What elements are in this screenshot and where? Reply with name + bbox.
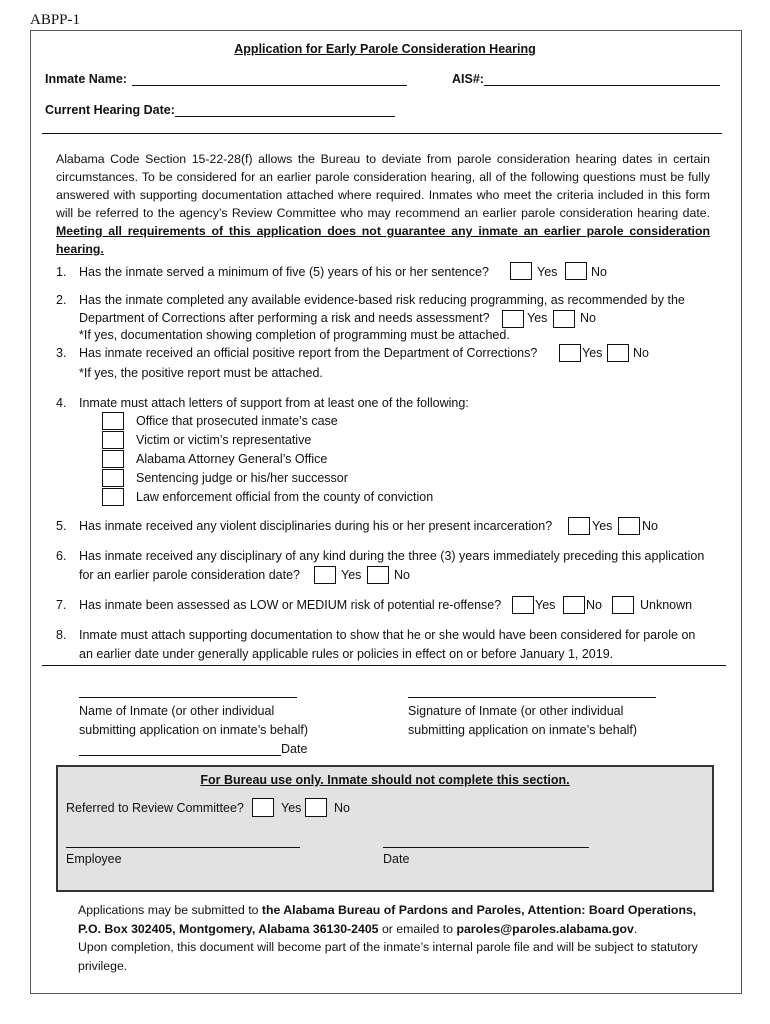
date-line[interactable]: [79, 755, 281, 756]
q3-yes-checkbox[interactable]: [559, 344, 581, 362]
name-label-line2: submitting application on inmate’s behalf): [79, 723, 309, 737]
q3-no-label: No: [633, 346, 649, 360]
q1-text: Has the inmate served a minimum of five (5) years of his or her sentence?: [79, 265, 489, 279]
intro-paragraph: [56, 150, 710, 258]
q6-line1: Has inmate received any disciplinary of any kind during the three (3) years immediately preceding this application: [79, 549, 705, 563]
q4-option-prosecutor: Office that prosecuted inmate’s case: [136, 414, 338, 428]
q3-text: Has inmate received an official positive report from the Department of Corrections?: [79, 346, 538, 360]
header-divider: [42, 133, 722, 134]
q7-no-checkbox[interactable]: [563, 596, 585, 614]
referred-yes-label: Yes: [281, 801, 302, 815]
q6-no-checkbox[interactable]: [367, 566, 389, 584]
q7-text: Has inmate been assessed as LOW or MEDIUM risk of potential re-offense?: [79, 598, 502, 612]
q6-line2: for an earlier parole consideration date?: [79, 568, 300, 582]
referred-label: Referred to Review Committee?: [66, 801, 244, 815]
q8-number: 8.: [56, 628, 67, 642]
q1-yes-label: Yes: [537, 265, 558, 279]
q1-no-label: No: [591, 265, 607, 279]
footer-privilege-note: Upon completion, this document will become part of the inmate’s internal parole file and will be subject to statutory privilege.: [78, 940, 698, 973]
q5-text: Has inmate received any violent disciplinaries during his or her present incarceration?: [79, 519, 553, 533]
submission-instructions: [78, 901, 718, 975]
inmate-signature-line[interactable]: [408, 697, 656, 698]
date-label: Date: [281, 742, 308, 756]
q3-note: *If yes, the positive report must be attached.: [79, 366, 323, 380]
bureau-date-line[interactable]: [383, 847, 589, 848]
q5-yes-label: Yes: [592, 519, 613, 533]
q5-no-label: No: [642, 519, 658, 533]
bureau-heading: For Bureau use only. Inmate should not complete this section.: [200, 773, 570, 787]
intro-emphasis: Meeting all requirements of this application does not guarantee any inmate an earlier parole consideration hearing.: [56, 224, 710, 256]
q7-unknown-label: Unknown: [640, 598, 693, 612]
q4-option-judge: Sentencing judge or his/her successor: [136, 471, 348, 485]
q2-yes-label: Yes: [527, 311, 548, 325]
referred-yes-checkbox[interactable]: [252, 798, 274, 817]
footer-period: .: [633, 921, 638, 936]
q6-number: 6.: [56, 549, 67, 563]
employee-line[interactable]: [66, 847, 300, 848]
form-title: Application for Early Parole Consideration Hearing: [234, 42, 536, 56]
footer-email-prefix: or emailed to: [381, 921, 454, 936]
employee-label: Employee: [66, 852, 122, 866]
q7-unknown-checkbox[interactable]: [612, 596, 634, 614]
q2-yes-checkbox[interactable]: [502, 310, 524, 328]
inmate-name-field[interactable]: [132, 85, 407, 86]
q5-number: 5.: [56, 519, 67, 533]
q8-line2: an earlier date under generally applicable rules or policies in effect on or before January 1, 2019.: [79, 647, 614, 661]
q4-option-checkbox[interactable]: [102, 469, 124, 487]
referred-no-label: No: [334, 801, 350, 815]
signature-label-line2: submitting application on inmate’s behalf): [408, 723, 638, 737]
ais-field[interactable]: [484, 85, 720, 86]
ais-label: AIS#:: [452, 72, 484, 86]
inmate-name-signature-line[interactable]: [79, 697, 297, 698]
q3-number: 3.: [56, 346, 67, 360]
intro-text: Alabama Code Section 15-22-28(f) allows the Bureau to deviate from parole consideration hearing dates in certain circumstances. To be considered for an earlier parole consideration hearing, all of the following questions must be fully answered with supporting documentation attached where required. Inmates who meet the criteria included in this form will be referred to the agency’s Review Committee who may recommend an earlier parole consideration hearing date.: [56, 152, 710, 220]
q4-option-checkbox[interactable]: [102, 431, 124, 449]
q7-number: 7.: [56, 598, 67, 612]
q4-option-checkbox[interactable]: [102, 412, 124, 430]
q8-line1: Inmate must attach supporting documentation to show that he or she would have been considered for parole on: [79, 628, 696, 642]
q4-option-checkbox[interactable]: [102, 488, 124, 506]
q4-number: 4.: [56, 396, 67, 410]
q2-line1: Has the inmate completed any available evidence-based risk reducing programming, as recommended by the: [79, 293, 685, 307]
q4-option-law-enforcement: Law enforcement official from the county of conviction: [136, 490, 434, 504]
q6-no-label: No: [394, 568, 410, 582]
footer-prefix: Applications may be submitted to: [78, 903, 259, 917]
q7-yes-checkbox[interactable]: [512, 596, 534, 614]
q4-option-checkbox[interactable]: [102, 450, 124, 468]
q5-yes-checkbox[interactable]: [568, 517, 590, 535]
q4-text: Inmate must attach letters of support from at least one of the following:: [79, 396, 469, 410]
referred-no-checkbox[interactable]: [305, 798, 327, 817]
q1-number: 1.: [56, 265, 67, 279]
footer-addressee: the Alabama Bureau of Pardons and Paroles, Attention: Board Operations, P.O. Box 302405, Montgomery, Alabama 36130-2405: [78, 903, 697, 936]
q4-option-victim: Victim or victim’s representative: [136, 433, 312, 447]
signature-label-line1: Signature of Inmate (or other individual: [408, 704, 624, 718]
q2-note: *If yes, documentation showing completion of programming must be attached.: [79, 328, 510, 342]
footer-email: paroles@paroles.alabama.gov: [456, 921, 634, 936]
q7-yes-label: Yes: [535, 598, 556, 612]
q3-yes-label: Yes: [582, 346, 603, 360]
q2-number: 2.: [56, 293, 67, 307]
q6-yes-label: Yes: [341, 568, 362, 582]
questions-divider: [42, 665, 726, 666]
inmate-name-label: Inmate Name:: [45, 72, 127, 86]
q2-line2: Department of Corrections after performing a risk and needs assessment?: [79, 311, 490, 325]
q1-no-checkbox[interactable]: [565, 262, 587, 280]
q1-yes-checkbox[interactable]: [510, 262, 532, 280]
hearing-date-label: Current Hearing Date:: [45, 103, 175, 117]
q5-no-checkbox[interactable]: [618, 517, 640, 535]
hearing-date-field[interactable]: [175, 116, 395, 117]
q2-no-checkbox[interactable]: [553, 310, 575, 328]
q3-no-checkbox[interactable]: [607, 344, 629, 362]
q4-option-attorney-general: Alabama Attorney General’s Office: [136, 452, 328, 466]
q6-yes-checkbox[interactable]: [314, 566, 336, 584]
name-label-line1: Name of Inmate (or other individual: [79, 704, 275, 718]
q2-no-label: No: [580, 311, 596, 325]
form-id: ABPP-1: [30, 12, 81, 28]
bureau-date-label: Date: [383, 852, 410, 866]
q7-no-label: No: [586, 598, 602, 612]
